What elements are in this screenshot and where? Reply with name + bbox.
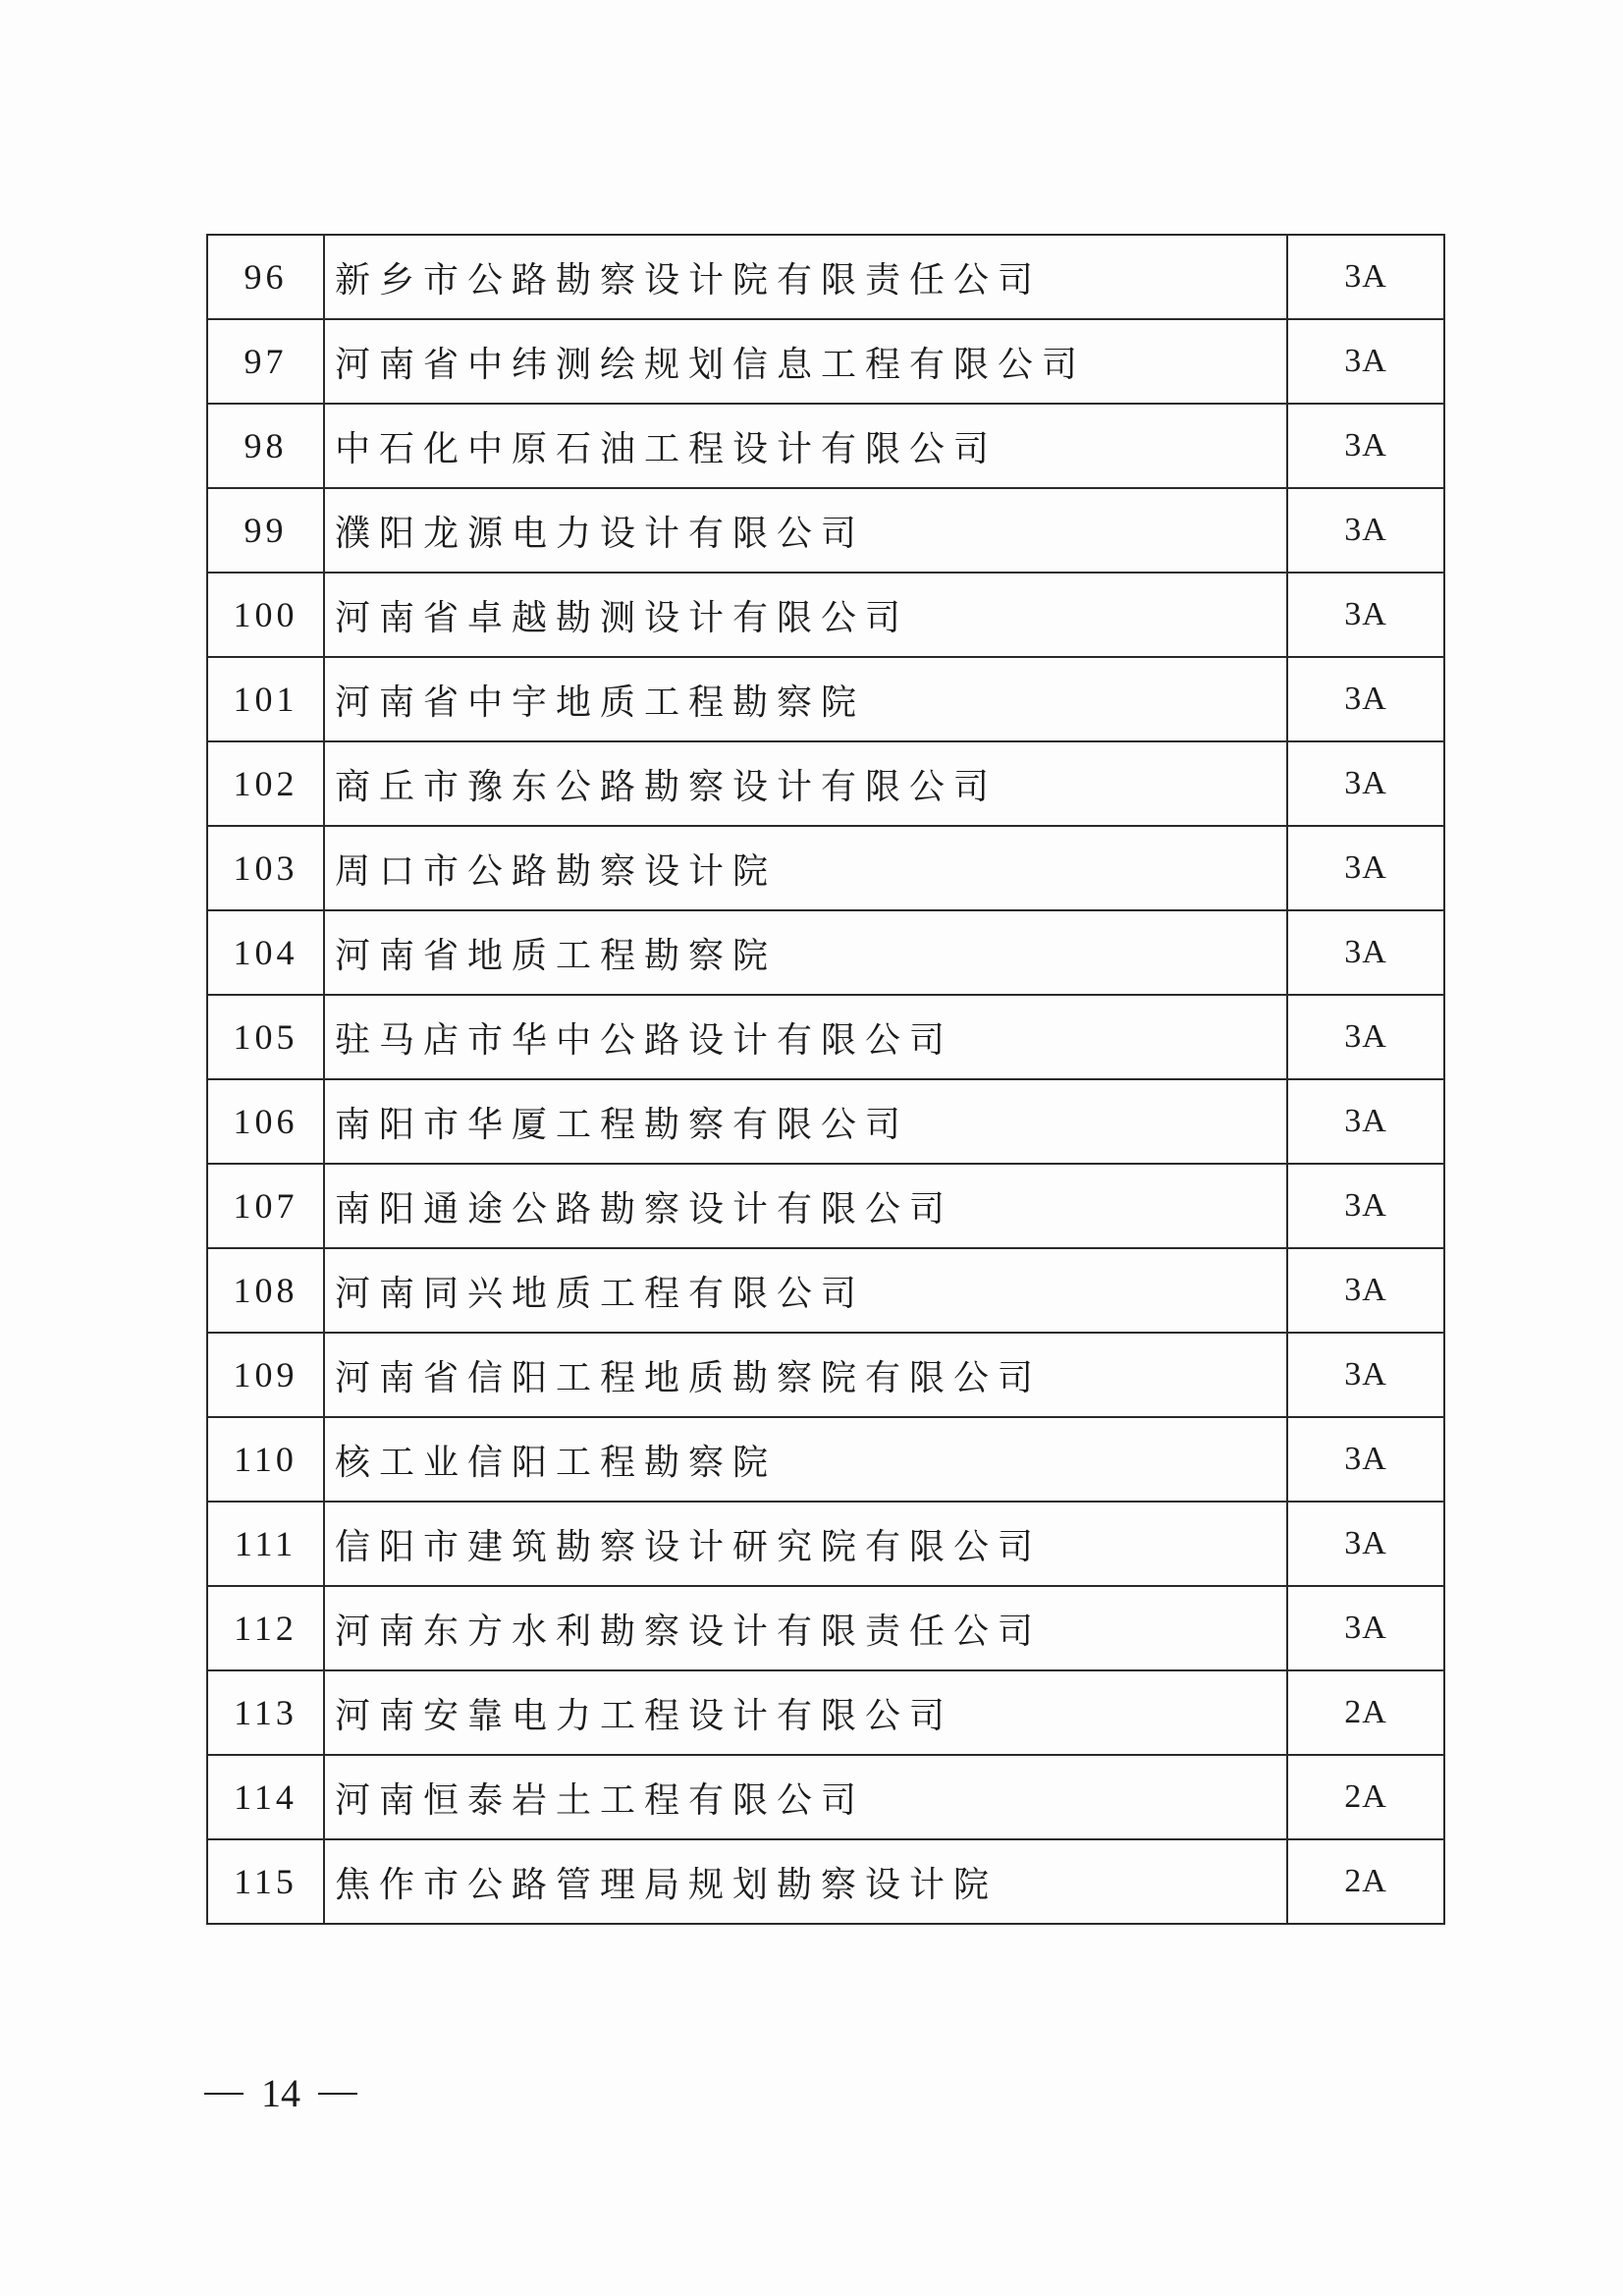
table-row bbox=[207, 404, 1444, 488]
row-number: 98 bbox=[207, 404, 324, 488]
table-row bbox=[207, 235, 1444, 319]
page-number: 14 bbox=[261, 2071, 300, 2115]
footer-dash-right bbox=[318, 2093, 357, 2095]
credit-grade: 3A bbox=[1287, 404, 1444, 488]
row-number: 102 bbox=[207, 741, 324, 826]
row-number: 106 bbox=[207, 1079, 324, 1164]
company-name: 河南省卓越勘测设计有限公司 bbox=[324, 573, 1287, 657]
table-row bbox=[207, 1417, 1444, 1502]
company-name: 河南省中纬测绘规划信息工程有限公司 bbox=[324, 319, 1287, 404]
row-number: 104 bbox=[207, 910, 324, 995]
company-name: 驻马店市华中公路设计有限公司 bbox=[324, 995, 1287, 1079]
table-row bbox=[207, 1079, 1444, 1164]
table-row bbox=[207, 826, 1444, 910]
table-row bbox=[207, 1164, 1444, 1248]
row-number: 113 bbox=[207, 1670, 324, 1755]
row-number: 97 bbox=[207, 319, 324, 404]
company-name: 周口市公路勘察设计院 bbox=[324, 826, 1287, 910]
company-name: 濮阳龙源电力设计有限公司 bbox=[324, 488, 1287, 573]
company-name: 河南省信阳工程地质勘察院有限公司 bbox=[324, 1333, 1287, 1417]
credit-grade: 3A bbox=[1287, 1502, 1444, 1586]
credit-grade: 3A bbox=[1287, 1417, 1444, 1502]
company-name: 南阳市华厦工程勘察有限公司 bbox=[324, 1079, 1287, 1164]
credit-grade: 3A bbox=[1287, 488, 1444, 573]
credit-grade: 2A bbox=[1287, 1670, 1444, 1755]
company-name: 新乡市公路勘察设计院有限责任公司 bbox=[324, 235, 1287, 319]
table-row bbox=[207, 1248, 1444, 1333]
company-name: 中石化中原石油工程设计有限公司 bbox=[324, 404, 1287, 488]
credit-grade: 2A bbox=[1287, 1755, 1444, 1839]
row-number: 111 bbox=[207, 1502, 324, 1586]
row-number: 96 bbox=[207, 235, 324, 319]
credit-grade: 3A bbox=[1287, 826, 1444, 910]
credit-grade: 2A bbox=[1287, 1839, 1444, 1924]
company-name: 河南省中宇地质工程勘察院 bbox=[324, 657, 1287, 741]
row-number: 108 bbox=[207, 1248, 324, 1333]
company-name: 信阳市建筑勘察设计研究院有限公司 bbox=[324, 1502, 1287, 1586]
credit-grade: 3A bbox=[1287, 1164, 1444, 1248]
credit-grade: 3A bbox=[1287, 910, 1444, 995]
table-row bbox=[207, 1586, 1444, 1670]
company-name: 河南安靠电力工程设计有限公司 bbox=[324, 1670, 1287, 1755]
company-name: 河南同兴地质工程有限公司 bbox=[324, 1248, 1287, 1333]
row-number: 100 bbox=[207, 573, 324, 657]
table-row bbox=[207, 1670, 1444, 1755]
table-row bbox=[207, 657, 1444, 741]
footer-dash-left bbox=[204, 2093, 243, 2095]
table-row bbox=[207, 741, 1444, 826]
credit-grade: 3A bbox=[1287, 319, 1444, 404]
company-name: 河南省地质工程勘察院 bbox=[324, 910, 1287, 995]
table-row bbox=[207, 1502, 1444, 1586]
row-number: 115 bbox=[207, 1839, 324, 1924]
credit-grade: 3A bbox=[1287, 1586, 1444, 1670]
table-row bbox=[207, 1755, 1444, 1839]
company-name: 核工业信阳工程勘察院 bbox=[324, 1417, 1287, 1502]
table-row bbox=[207, 1333, 1444, 1417]
row-number: 105 bbox=[207, 995, 324, 1079]
credit-grade: 3A bbox=[1287, 741, 1444, 826]
company-grade-table bbox=[206, 234, 1445, 1925]
credit-grade: 3A bbox=[1287, 1079, 1444, 1164]
row-number: 114 bbox=[207, 1755, 324, 1839]
table-row bbox=[207, 573, 1444, 657]
company-name: 河南恒泰岩土工程有限公司 bbox=[324, 1755, 1287, 1839]
company-name: 焦作市公路管理局规划勘察设计院 bbox=[324, 1839, 1287, 1924]
company-name: 商丘市豫东公路勘察设计有限公司 bbox=[324, 741, 1287, 826]
credit-grade: 3A bbox=[1287, 573, 1444, 657]
credit-grade: 3A bbox=[1287, 995, 1444, 1079]
company-name: 南阳通途公路勘察设计有限公司 bbox=[324, 1164, 1287, 1248]
row-number: 99 bbox=[207, 488, 324, 573]
row-number: 101 bbox=[207, 657, 324, 741]
credit-grade: 3A bbox=[1287, 657, 1444, 741]
credit-grade: 3A bbox=[1287, 1248, 1444, 1333]
credit-grade: 3A bbox=[1287, 235, 1444, 319]
table-row bbox=[207, 1839, 1444, 1924]
row-number: 112 bbox=[207, 1586, 324, 1670]
table-row bbox=[207, 995, 1444, 1079]
table-row bbox=[207, 910, 1444, 995]
row-number: 103 bbox=[207, 826, 324, 910]
row-number: 109 bbox=[207, 1333, 324, 1417]
table-row bbox=[207, 319, 1444, 404]
row-number: 110 bbox=[207, 1417, 324, 1502]
table-row bbox=[207, 488, 1444, 573]
company-name: 河南东方水利勘察设计有限责任公司 bbox=[324, 1586, 1287, 1670]
credit-grade: 3A bbox=[1287, 1333, 1444, 1417]
page-footer bbox=[204, 2070, 357, 2116]
row-number: 107 bbox=[207, 1164, 324, 1248]
